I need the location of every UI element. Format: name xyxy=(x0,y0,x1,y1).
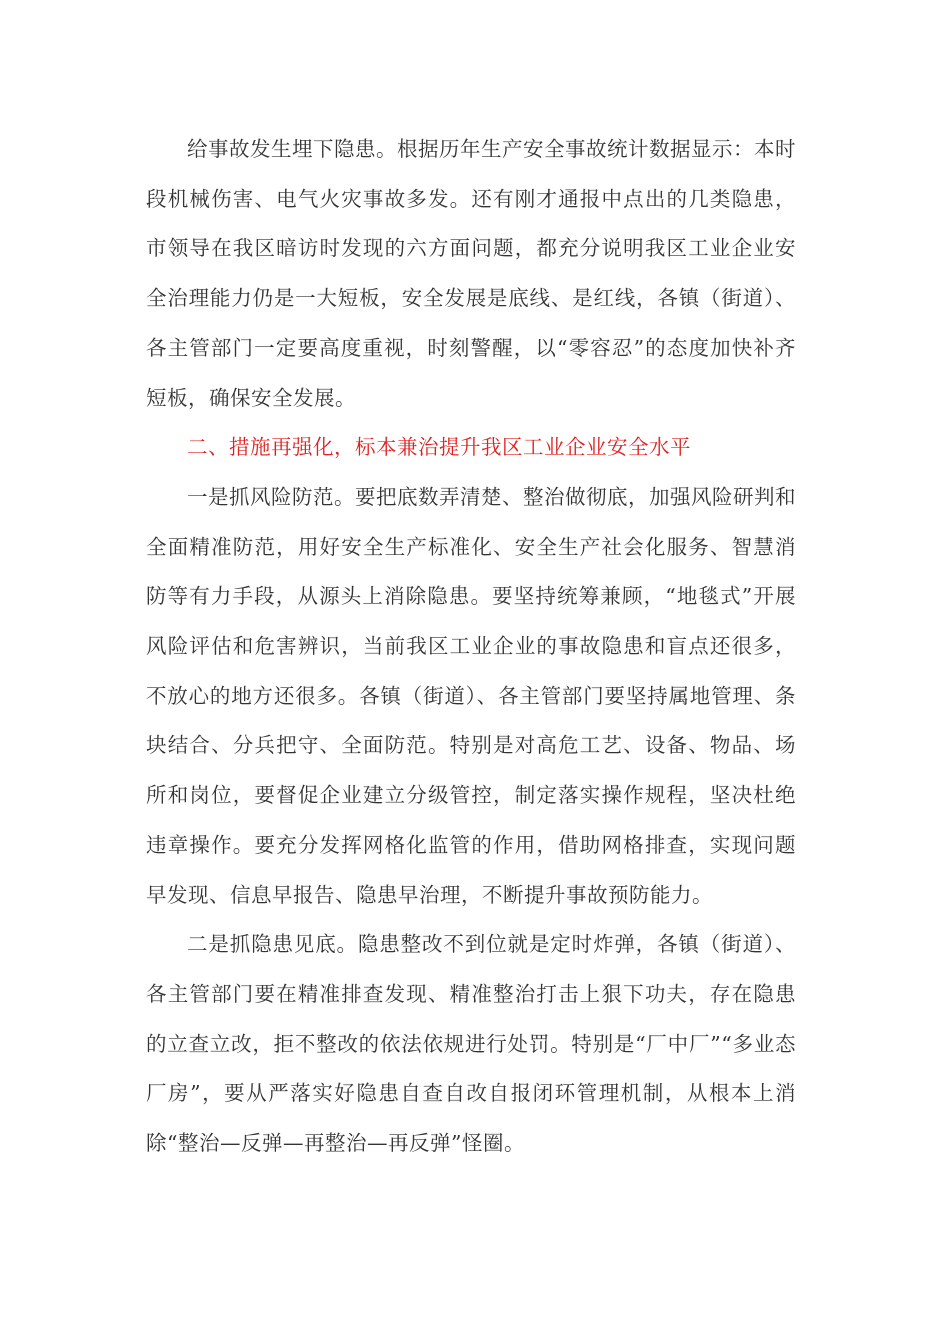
paragraph-hazard-rectification: 二是抓隐患见底。隐患整改不到位就是定时炸弹，各镇（街道）、各主管部门要在精准排查发现、精准整治打击上狠下功夫，存在隐患的立查立改，拒不整改的依法依规进行处罚。特别是“厂中厂”“多业态厂房”，要从严落实好隐患自查自改自报闭环管理机制，从根本上消除“整治—反弹—再整治—再反弹”怪圈。 xyxy=(146,932,796,1156)
paragraph-continuation: 给事故发生埋下隐患。根据历年生产安全事故统计数据显示：本时段机械伤害、电气火灾事故多发。还有刚才通报中点出的几类隐患，市领导在我区暗访时发现的六方面问题，都充分说明我区工业企业安全治理能力仍是一大短板，安全发展是底线、是红线，各镇（街道）、各主管部门一定要高度重视，时刻警醒，以“零容忍”的态度加快补齐短板，确保安全发展。 xyxy=(146,137,796,410)
section-heading: 二、措施再强化，标本兼治提升我区工业企业安全水平 xyxy=(187,435,691,460)
document-body xyxy=(146,125,796,1169)
paragraph-risk-prevention: 一是抓风险防范。要把底数弄清楚、整治做彻底，加强风险研判和全面精准防范，用好安全生产标准化、安全生产社会化服务、智慧消防等有力手段，从源头上消除隐患。要坚持统筹兼顾，“地毯式”开展风险评估和危害辨识，当前我区工业企业的事故隐患和盲点还很多，不放心的地方还很多。各镇（街道）、各主管部门要坚持属地管理、条块结合、分兵把守、全面防范。特别是对高危工艺、设备、物品、场所和岗位，要督促企业建立分级管控，制定落实操作规程，坚决杜绝违章操作。要充分发挥网格化监管的作用，借助网格排查，实现问题早发现、信息早报告、隐患早治理，不断提升事故预防能力。 xyxy=(146,484,796,907)
